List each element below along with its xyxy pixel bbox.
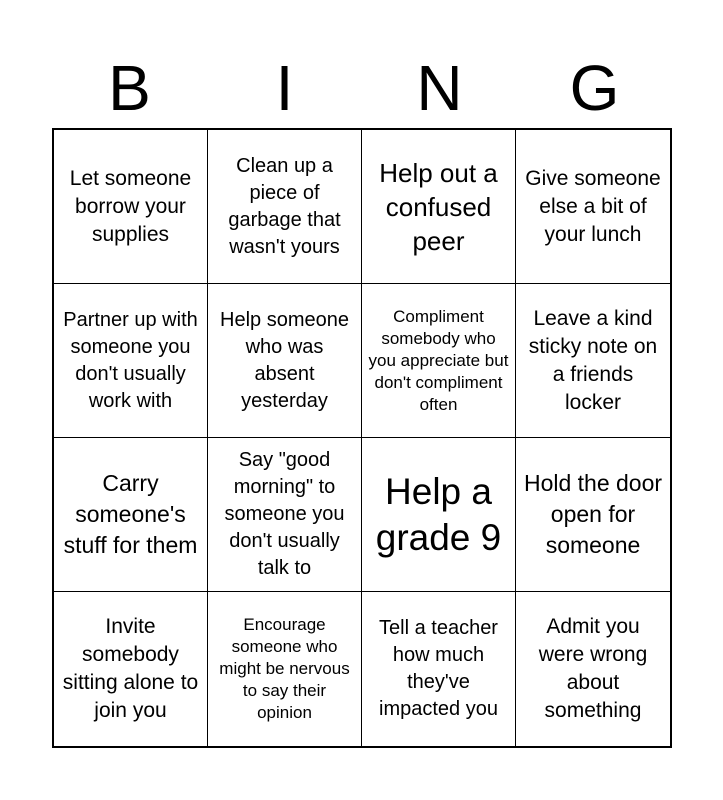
cell-text: Invite somebody sitting alone to join you <box>62 615 199 722</box>
cell-text: Tell a teacher how much they've impacted you <box>379 617 498 720</box>
cell-text: Partner up with someone you don't usually work with <box>63 308 198 412</box>
bingo-cell[interactable] <box>362 130 516 284</box>
cell-text: Let someone borrow your supplies <box>69 166 192 246</box>
bingo-cell-free[interactable] <box>362 438 516 592</box>
cell-text: Carry someone's stuff for them <box>63 470 198 558</box>
cell-text: Admit you were wrong about something <box>538 615 648 722</box>
cell-text: Help someone who was absent yesterday <box>220 308 349 412</box>
cell-text: Help a grade 9 <box>375 470 502 558</box>
bingo-cell[interactable] <box>54 284 208 438</box>
cell-text: Give someone else a bit of your lunch <box>525 166 661 246</box>
bingo-header <box>52 48 672 128</box>
bingo-cell[interactable] <box>362 592 516 746</box>
cell-text: Compliment somebody who you appreciate but don't compliment often <box>368 306 509 414</box>
header-letter-i: I <box>275 52 294 124</box>
bingo-cell[interactable] <box>516 130 670 284</box>
cell-text: Leave a kind sticky note on a friends locker <box>528 306 658 414</box>
header-letter-n: N <box>416 52 463 124</box>
bingo-cell[interactable] <box>208 284 362 438</box>
bingo-cell[interactable] <box>54 130 208 284</box>
cell-text: Help out a confused peer <box>379 157 498 256</box>
cell-text: Clean up a piece of garbage that wasn't yours <box>228 154 341 258</box>
bingo-cell[interactable] <box>516 592 670 746</box>
cell-text: Hold the door open for someone <box>523 470 663 558</box>
bingo-cell[interactable] <box>516 438 670 592</box>
bingo-cell[interactable] <box>516 284 670 438</box>
header-letter-b: B <box>108 52 151 124</box>
bingo-cell[interactable] <box>54 438 208 592</box>
bingo-cell[interactable] <box>54 592 208 746</box>
bingo-cell[interactable] <box>208 592 362 746</box>
bingo-board <box>52 128 672 748</box>
cell-text: Encourage someone who might be nervous to say their opinion <box>219 615 350 722</box>
header-letter-g: G <box>569 52 620 124</box>
bingo-cell[interactable] <box>362 284 516 438</box>
bingo-cell[interactable] <box>208 130 362 284</box>
bingo-cell[interactable] <box>208 438 362 592</box>
cell-text: Say "good morning" to someone you don't usually talk to <box>224 449 345 579</box>
